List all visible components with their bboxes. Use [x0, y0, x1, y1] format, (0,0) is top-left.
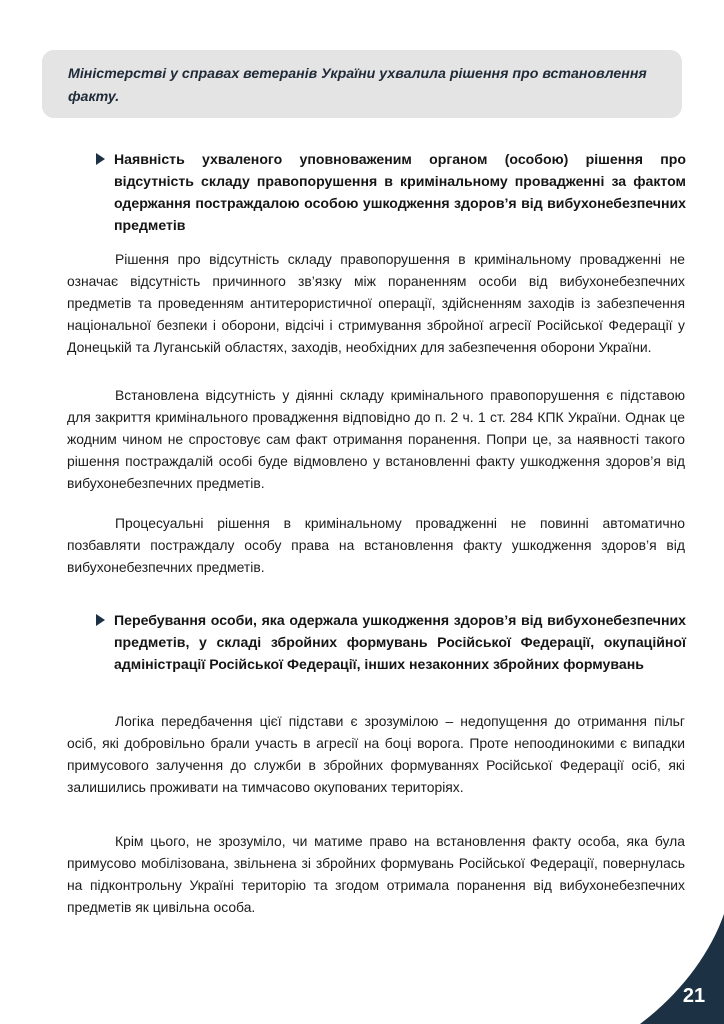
- callout-box: [42, 50, 682, 118]
- section-heading: [96, 609, 686, 675]
- paragraph: Встановлена відсутність у діянні складу кримінального правопорушення є підставою для закриття кримінального провадження відповідно до п. 2 ч. 1 ст. 284 КПК України. Однак це жодним чином не спростовує сам факт отримання поранення. Попри це, за наявності такого рішення постраждалій особі буде відмовлено у встановленні факту ушкодження здоров’я від вибухонебезпечних предметів.: [67, 387, 685, 491]
- paragraph: Крім цього, не зрозуміло, чи матиме право на встановлення факту особа, яка була примусово мобілізована, звільнена зі збройних формувань Російської Федерації, повернулась на підконтрольну Україні територію та згодом отримала поранення від вибухонебезпечних предметів як цивільна особа.: [67, 833, 685, 915]
- page-number: 21: [682, 985, 706, 1007]
- paragraph: Рішення про відсутність складу правопорушення в кримінальному провадженні не означає відсутність причинного зв’язку між пораненням особи від вибухонебезпечних предметів та проведенням антитерористичної операції, здійсненням заходів із забезпечення національної безпеки і оборони, відсічі і стримування збройної агресії Російської Федерації у Донецькій та Луганській областях, заходів, необхідних для забезпечення оборони України.: [67, 251, 685, 355]
- paragraph: Процесуальні рішення в кримінальному провадженні не повинні автоматично позбавляти постраждалу особу права на встановлення факту ушкодження здоров’я від вибухонебезпечних предметів.: [67, 515, 685, 575]
- section-heading-text: Перебування особи, яка одержала ушкодження здоров’я від вибухонебезпечних предметів, у складі збройних формувань Російської Федерації, окупаційної адміністрації Російської Федерації, інших незаконних збройних формувань: [114, 612, 686, 672]
- section-heading-text: Наявність ухваленого уповноваженим органом (особою) рішення про відсутність складу правопорушення в кримінальному провадженні за фактом одержання постраждалою особою ушкодження здоров’я від вибухонебезпечних предметів: [114, 151, 686, 233]
- paragraph: Логіка передбачення цієї підстави є зрозумілою – недопущення до отримання пільг осіб, які добровільно брали участь в агресії на боці ворога. Проте непоодинокими є випадки примусового залучення до служби в збройних формуваннях Російської Федерації осіб, які залишились проживати на тимчасово окупованих територіях.: [67, 713, 685, 795]
- bullet-triangle-icon: [96, 614, 105, 626]
- section-heading-2: [96, 609, 686, 675]
- section-heading: [96, 148, 686, 236]
- section-heading-1: [96, 148, 686, 236]
- bullet-triangle-icon: [96, 153, 105, 165]
- callout-text: Міністерстві у справах ветеранів України ухвалила рішення про встановлення факту.: [68, 66, 647, 105]
